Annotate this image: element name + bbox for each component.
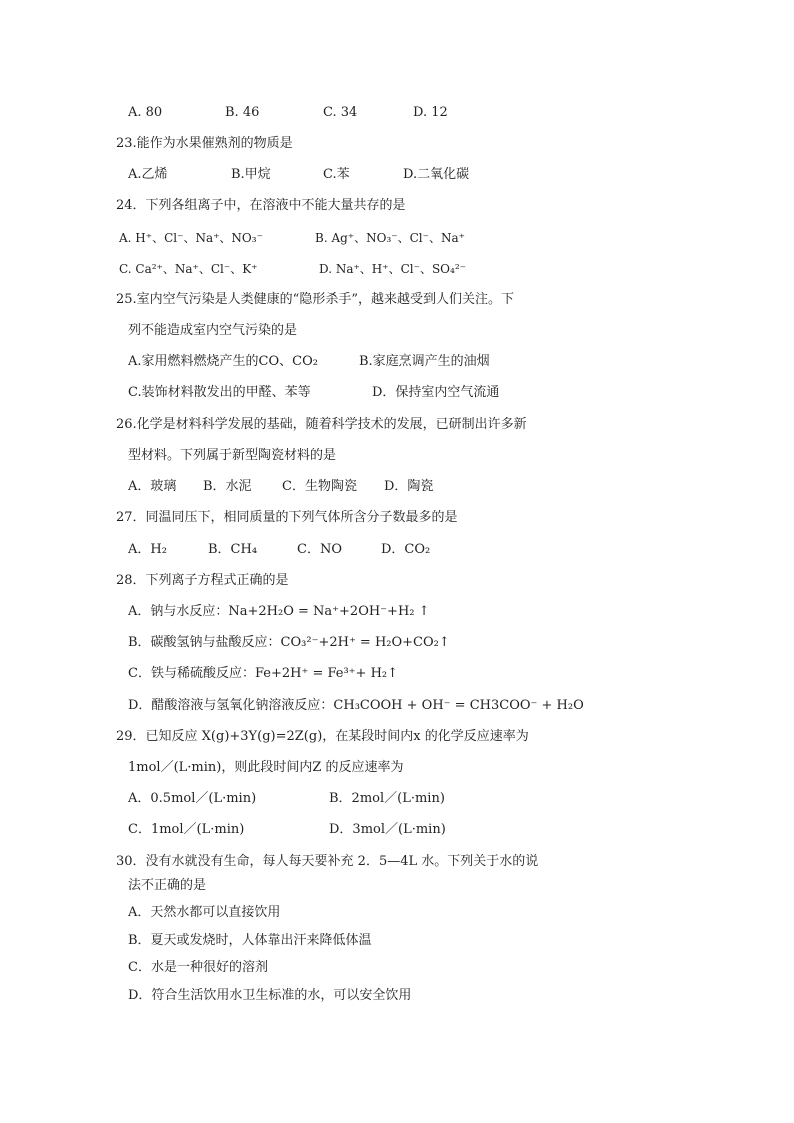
q29-option-d: D．3mol／(L·min) bbox=[329, 822, 446, 837]
q22-option-d: D. 12 bbox=[413, 105, 448, 120]
q23-option-b: B.甲烷 bbox=[231, 167, 271, 182]
q23-option-a: A.乙烯 bbox=[128, 167, 168, 182]
q26-stem-line1: 26.化学是材料科学发展的基础，随着科学技术的发展，已研制出许多新 bbox=[116, 417, 527, 432]
q23-stem: 23.能作为水果催熟剂的物质是 bbox=[116, 136, 293, 151]
q27-option-d: D．CO₂ bbox=[381, 542, 431, 557]
q28-option-c: C．铁与稀硫酸反应：Fe+2H⁺ = Fe³⁺+ H₂↑ bbox=[128, 666, 399, 681]
q29-option-a: A．0.5mol／(L·min) bbox=[128, 791, 257, 806]
q28-stem: 28．下列离子方程式正确的是 bbox=[116, 573, 289, 588]
q27-option-a: A．H₂ bbox=[128, 542, 167, 557]
q28-option-a: A．钠与水反应：Na+2H₂O = Na⁺+2OH⁻+H₂ ↑ bbox=[128, 604, 430, 619]
q27-stem: 27．同温同压下，相同质量的下列气体所含分子数最多的是 bbox=[116, 510, 458, 525]
q22-option-c: C. 34 bbox=[323, 105, 358, 120]
q30-option-d: D．符合生活饮用水卫生标准的水，可以安全饮用 bbox=[128, 988, 412, 1003]
q25-option-a: A.家用燃料燃烧产生的CO、CO₂ bbox=[128, 354, 318, 369]
q22-option-b: B. 46 bbox=[225, 105, 260, 120]
q28-option-b: B．碳酸氢钠与盐酸反应：CO₃²⁻+2H⁺ = H₂O+CO₂↑ bbox=[128, 635, 450, 650]
q30-option-a: A．天然水都可以直接饮用 bbox=[128, 905, 281, 920]
q24-stem: 24．下列各组离子中，在溶液中不能大量共存的是 bbox=[116, 198, 406, 213]
q24-option-a: A. H⁺、Cl⁻、Na⁺、NO₃⁻ bbox=[119, 231, 263, 245]
q24-option-d: D. Na⁺、H⁺、Cl⁻、SO₄²⁻ bbox=[319, 262, 466, 276]
q28-option-d: D．醋酸溶液与氢氧化钠溶液反应：CH₃COOH + OH⁻ = CH3COO⁻ + H₂O bbox=[128, 698, 584, 713]
q29-option-c: C．1mol／(L·min) bbox=[128, 822, 245, 837]
q29-option-b: B．2mol／(L·min) bbox=[329, 791, 445, 806]
q26-option-d: D．陶瓷 bbox=[384, 479, 434, 494]
q26-stem-line2: 型材料。下列属于新型陶瓷材料的是 bbox=[128, 448, 337, 463]
q26-option-b: B．水泥 bbox=[203, 479, 252, 494]
q23-option-c: C.苯 bbox=[323, 167, 350, 182]
q30-stem-line1: 30．没有水就没有生命，每人每天要补充 2．5—4L 水。下列关于水的说 bbox=[116, 854, 539, 869]
q27-option-b: B．CH₄ bbox=[208, 542, 258, 557]
q27-option-c: C．NO bbox=[297, 542, 342, 557]
q29-stem-line2: 1mol／(L·min)，则此段时间内Z 的反应速率为 bbox=[128, 760, 404, 775]
q30-option-b: B．夏天或发烧时，人体靠出汗来降低体温 bbox=[128, 933, 372, 948]
q26-option-a: A．玻璃 bbox=[128, 479, 177, 494]
q30-stem-line2: 法不正确的是 bbox=[128, 878, 207, 893]
q24-option-c: C. Ca²⁺、Na⁺、Cl⁻、K⁺ bbox=[119, 262, 258, 276]
q25-option-c: C.装饰材料散发出的甲醛、苯等 bbox=[128, 385, 311, 400]
q25-option-b: B.家庭烹调产生的油烟 bbox=[359, 354, 490, 369]
q25-stem-line1: 25.室内空气污染是人类健康的“隐形杀手”，越来越受到人们关注。下 bbox=[116, 292, 514, 307]
q30-option-c: C．水是一种很好的溶剂 bbox=[128, 960, 268, 975]
q25-option-d: D．保持室内空气流通 bbox=[372, 385, 500, 400]
q23-option-d: D.二氧化碳 bbox=[403, 167, 470, 182]
q29-stem-line1: 29．已知反应 X(g)+3Y(g)=2Z(g)，在某段时间内x 的化学反应速率为 bbox=[116, 729, 529, 744]
q25-stem-line2: 列不能造成室内空气污染的是 bbox=[128, 323, 298, 338]
q26-option-c: C．生物陶瓷 bbox=[282, 479, 357, 494]
q22-option-a: A. 80 bbox=[128, 105, 163, 120]
q24-option-b: B. Ag⁺、NO₃⁻、Cl⁻、Na⁺ bbox=[315, 231, 465, 245]
